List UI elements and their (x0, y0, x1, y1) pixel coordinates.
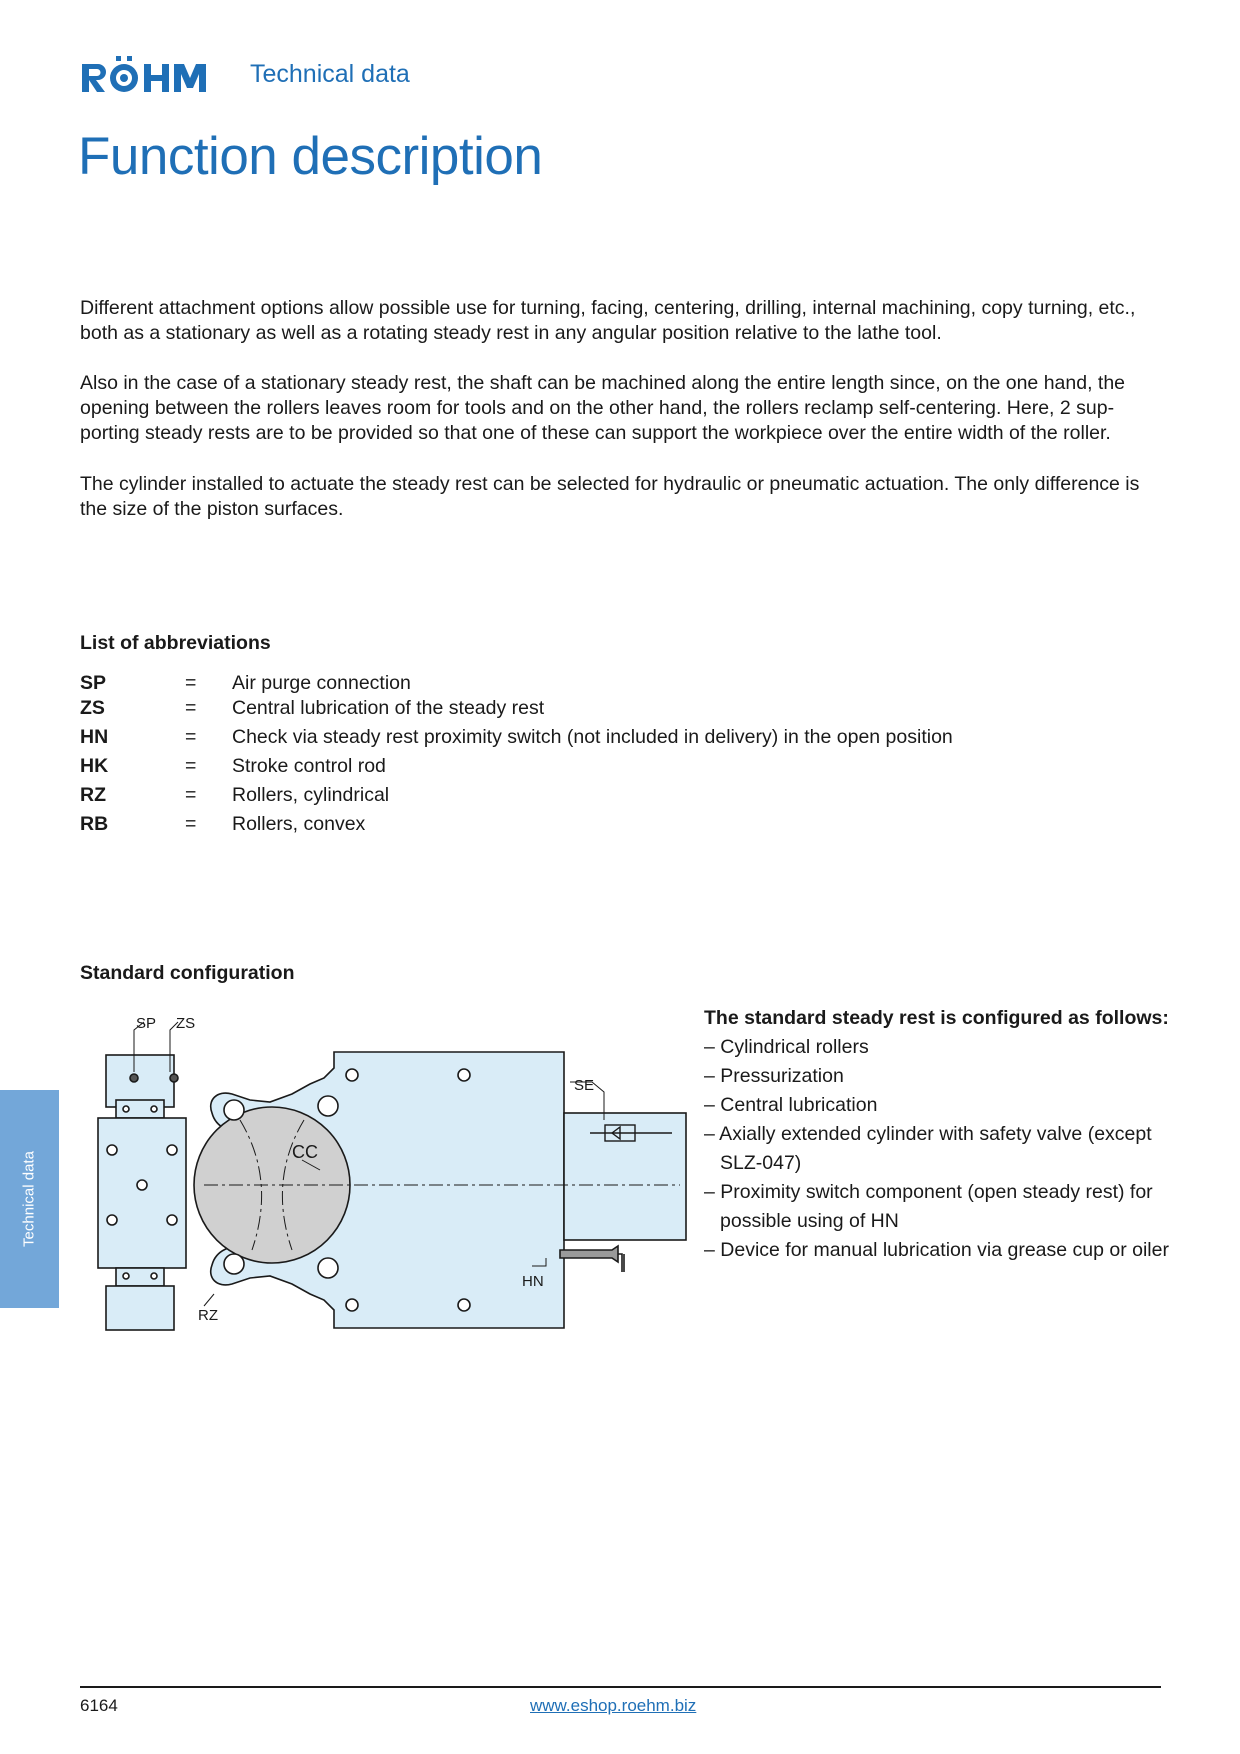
abbreviation-definition: Rollers, cylindrical (232, 784, 390, 806)
abbreviation-equals: = (185, 697, 197, 719)
abbreviation-code: HN (80, 726, 109, 748)
roehm-logo (80, 56, 216, 94)
list-item: – Pressurization (704, 1065, 844, 1087)
diagram-label-hn: HN (522, 1273, 544, 1290)
abbreviation-equals: = (185, 672, 197, 694)
standard-configuration-heading: Standard configuration (80, 962, 295, 984)
list-item: – Device for manual lubrication via grease cup or oiler (704, 1239, 1169, 1261)
intro-paragraph-2: Also in the case of a stationary steady rest, the shaft can be machined along the entire length since, on the one hand, the opening between the rollers leaves room for tools and on the other hand, the rollers reclamp self-centering. Here, 2 sup-porting steady rests are to be provided so that one of these can support the workpiece over the entire width of the roller. (80, 372, 1126, 444)
diagram-label-se: SE (574, 1077, 595, 1094)
side-tab-label: Technical data (20, 1151, 38, 1247)
footer-shop-link[interactable]: www.eshop.roehm.biz (530, 1696, 697, 1715)
abbreviation-definition: Rollers, convex (232, 813, 366, 835)
abbreviation-code: HK (80, 755, 109, 777)
list-item: – Central lubrication (704, 1094, 878, 1116)
list-item: – Cylindrical rollers (704, 1036, 869, 1058)
abbreviation-equals: = (185, 755, 197, 777)
abbreviation-code: RB (80, 813, 109, 835)
page-number: 6164 (80, 1696, 118, 1715)
side-tab[interactable] (0, 1090, 59, 1308)
abbreviation-definition: Check via steady rest proximity switch (not included in delivery) in the open position (232, 726, 953, 748)
list-item: – Axially extended cylinder with safety valve (except SLZ-047) (704, 1123, 1152, 1174)
footer-divider (80, 1686, 1161, 1688)
page-title: Function description (78, 127, 543, 186)
configuration-list (704, 1004, 1184, 1265)
diagram-label-sp: SP (136, 1015, 157, 1032)
configuration-list-title: The standard steady rest is configured as follows: (704, 1007, 1169, 1029)
diagram-label-cc: CC (292, 1142, 318, 1162)
abbreviation-equals: = (185, 726, 197, 748)
abbreviation-code: SP (80, 672, 107, 694)
abbreviation-equals: = (185, 813, 197, 835)
abbreviation-code: RZ (80, 784, 106, 806)
list-item: – Proximity switch component (open steady rest) for possible using of HN (704, 1181, 1153, 1232)
front-view (194, 1052, 686, 1328)
abbreviation-code: ZS (80, 697, 105, 719)
intro-paragraph-3: The cylinder installed to actuate the steady rest can be selected for hydraulic or pneumatic actuation. The only difference is the size of the piston surfaces. (80, 473, 1140, 520)
abbreviation-definition: Central lubrication of the steady rest (232, 697, 545, 719)
abbreviation-equals: = (185, 784, 197, 806)
section-label: Technical data (250, 60, 410, 88)
abbreviations-heading: List of abbreviations (80, 632, 271, 654)
abbreviation-definition: Air purge connection (232, 672, 411, 694)
steady-rest-diagram (92, 1010, 692, 1340)
abbreviation-definition: Stroke control rod (232, 755, 386, 777)
side-view (98, 1055, 186, 1330)
intro-paragraph-1: Different attachment options allow possible use for turning, facing, centering, drilling, internal machining, copy turning, etc., both as a stationary as well as a rotating steady rest in any angular position relative to the lathe tool. (80, 297, 1136, 344)
diagram-label-rz: RZ (198, 1307, 218, 1324)
diagram-label-zs: ZS (176, 1015, 196, 1032)
